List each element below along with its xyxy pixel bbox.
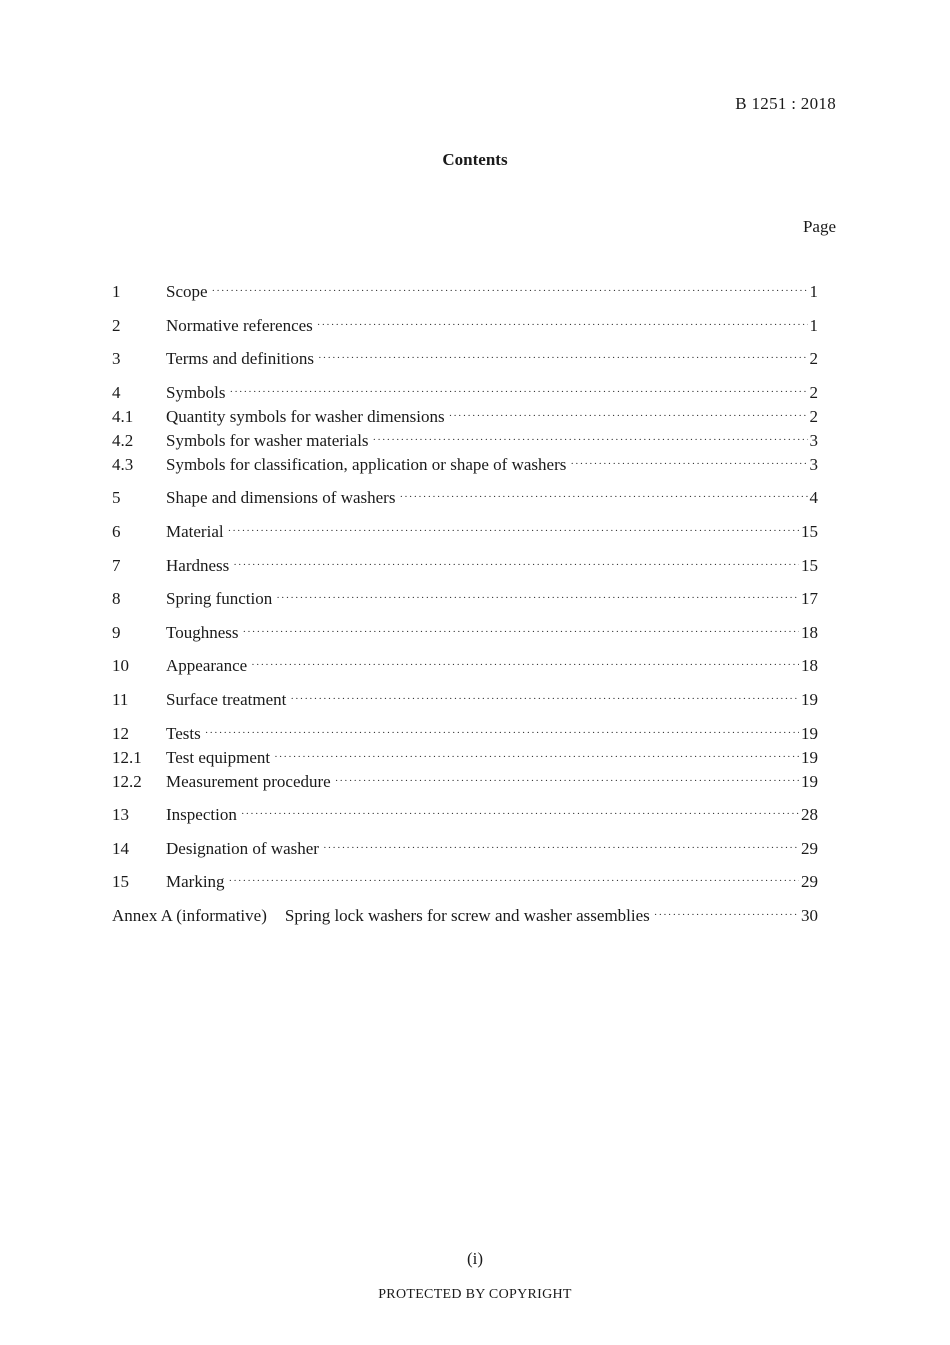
toc-entry[interactable] — [112, 280, 818, 304]
toc-entry-label: Shape and dimensions of washers — [166, 488, 396, 508]
toc-entry[interactable] — [112, 587, 818, 611]
toc-entry-label: Measurement procedure — [166, 771, 331, 791]
toc-entry[interactable] — [112, 870, 818, 894]
toc-entry-label: Inspection — [166, 805, 237, 825]
dot-leader — [276, 589, 799, 611]
toc-entry-label: Quantity symbols for washer dimensions — [166, 406, 445, 426]
toc-entry[interactable] — [112, 453, 818, 477]
page-title: Contents — [442, 150, 508, 169]
toc-entry-page: 18 — [801, 622, 818, 642]
dot-leader — [233, 556, 799, 578]
toc-entry-label: Hardness — [166, 555, 230, 575]
annex-page: 30 — [801, 905, 818, 925]
toc-entry-number: 5 — [112, 488, 121, 508]
toc-entry-label: Symbols for classification, application or shape of washers — [166, 454, 567, 474]
toc-entry[interactable] — [112, 486, 818, 510]
toc-entry-label: Spring function — [166, 589, 273, 609]
toc-entry-label: Terms and definitions — [166, 349, 315, 369]
dot-leader — [449, 407, 808, 429]
dot-leader — [318, 349, 807, 371]
toc-entry-number: 6 — [112, 521, 121, 541]
toc-entry[interactable] — [112, 688, 818, 712]
toc-entry[interactable] — [112, 654, 818, 678]
toc-entry-number: 2 — [112, 315, 121, 335]
toc-annex-entry[interactable] — [112, 904, 818, 928]
toc-entry-page: 2 — [809, 406, 818, 426]
toc-entry[interactable] — [112, 520, 818, 544]
toc-entry[interactable] — [112, 347, 818, 371]
toc-entry-number: 9 — [112, 622, 121, 642]
toc-entry-page: 15 — [801, 555, 818, 575]
toc-entry-page: 1 — [809, 282, 818, 301]
dot-leader — [251, 656, 799, 678]
dot-leader — [399, 488, 807, 510]
toc-entry-number: 3 — [112, 349, 121, 369]
toc-entry-number: 7 — [112, 555, 121, 575]
toc-entry[interactable] — [112, 746, 818, 770]
toc-entry-number: 10 — [112, 656, 129, 676]
toc-entry-page: 2 — [809, 382, 818, 402]
toc-entry-page: 2 — [809, 349, 818, 369]
toc-entry-number: 4 — [112, 382, 121, 402]
toc-entry-label: Symbols for washer materials — [166, 430, 369, 450]
toc-entry-number: 8 — [112, 589, 121, 609]
toc-entry-number: 15 — [112, 872, 129, 892]
toc-entry[interactable] — [112, 405, 818, 429]
dot-leader — [654, 906, 799, 928]
toc-entry-page: 1 — [809, 315, 818, 335]
dot-leader — [317, 316, 808, 338]
document-id: B 1251 : 2018 — [735, 94, 836, 113]
toc-entry-page: 19 — [801, 723, 818, 743]
toc-entry-number: 4.2 — [112, 430, 134, 450]
toc-entry-label: Tests — [166, 723, 201, 743]
dot-leader — [274, 748, 799, 770]
toc-entry-label: Normative references — [166, 315, 313, 335]
toc-entry[interactable] — [112, 770, 818, 794]
toc-entry-label: Appearance — [166, 656, 248, 676]
toc-entry-page: 28 — [801, 805, 818, 825]
toc-entry-number: 12.1 — [112, 747, 142, 767]
page-folio: (i) — [466, 1249, 484, 1268]
toc-entry-label: Test equipment — [166, 747, 271, 767]
dot-leader — [323, 839, 799, 861]
toc-entry-label: Surface treatment — [166, 689, 287, 709]
toc-entry[interactable] — [112, 429, 818, 453]
toc-entry-label: Scope — [166, 282, 208, 301]
toc-entry-label: Designation of washer — [166, 838, 319, 858]
toc-entry-label: Toughness — [166, 622, 239, 642]
dot-leader — [228, 522, 799, 544]
toc-entry-page: 19 — [801, 747, 818, 767]
toc-entry[interactable] — [112, 381, 818, 405]
toc-entry-page: 15 — [801, 521, 818, 541]
toc-entry-number: 12 — [112, 723, 129, 743]
toc-entry[interactable] — [112, 722, 818, 746]
toc-entry-number: 1 — [112, 282, 121, 301]
toc-entry-page: 18 — [801, 656, 818, 676]
toc-entry[interactable] — [112, 803, 818, 827]
toc-entry[interactable] — [112, 837, 818, 861]
toc-entry-number: 11 — [112, 689, 129, 709]
toc-entry-page: 29 — [801, 872, 818, 892]
toc-entry-page: 4 — [809, 488, 818, 508]
toc-entry[interactable] — [112, 314, 818, 338]
toc-entry-page: 3 — [809, 454, 818, 474]
dot-leader — [335, 772, 799, 794]
dot-leader — [229, 872, 799, 894]
dot-leader — [205, 724, 799, 746]
annex-label: Spring lock washers for screw and washer assemblies — [284, 905, 650, 925]
toc-entry-number: 4.1 — [112, 406, 134, 426]
annex-prefix: Annex A (informative) — [112, 905, 267, 925]
dot-leader — [373, 431, 808, 453]
table-of-contents — [112, 280, 818, 928]
toc-entry-page: 19 — [801, 771, 818, 791]
dot-leader — [290, 690, 799, 712]
dot-leader — [570, 455, 807, 477]
dot-leader — [241, 805, 799, 827]
toc-entry-page: 29 — [801, 838, 818, 858]
toc-entry-label: Symbols — [166, 382, 226, 402]
toc-entry-page: 17 — [801, 589, 818, 609]
dot-leader — [212, 282, 808, 304]
dot-leader — [242, 623, 799, 645]
toc-entry-number: 12.2 — [112, 771, 142, 791]
page-column-label: Page — [802, 217, 836, 236]
toc-entry-number: 4.3 — [112, 454, 134, 474]
toc-entry-label: Marking — [166, 872, 225, 892]
toc-entry[interactable] — [112, 621, 818, 645]
copyright-notice: PROTECTED BY COPYRIGHT — [378, 1287, 572, 1302]
toc-entry-number: 13 — [112, 805, 129, 825]
dot-leader — [230, 383, 808, 405]
toc-entry-page: 3 — [809, 430, 818, 450]
toc-entry-page: 19 — [801, 689, 818, 709]
toc-entry-number: 14 — [112, 838, 129, 858]
toc-entry-label: Material — [166, 521, 224, 541]
toc-entry[interactable] — [112, 554, 818, 578]
